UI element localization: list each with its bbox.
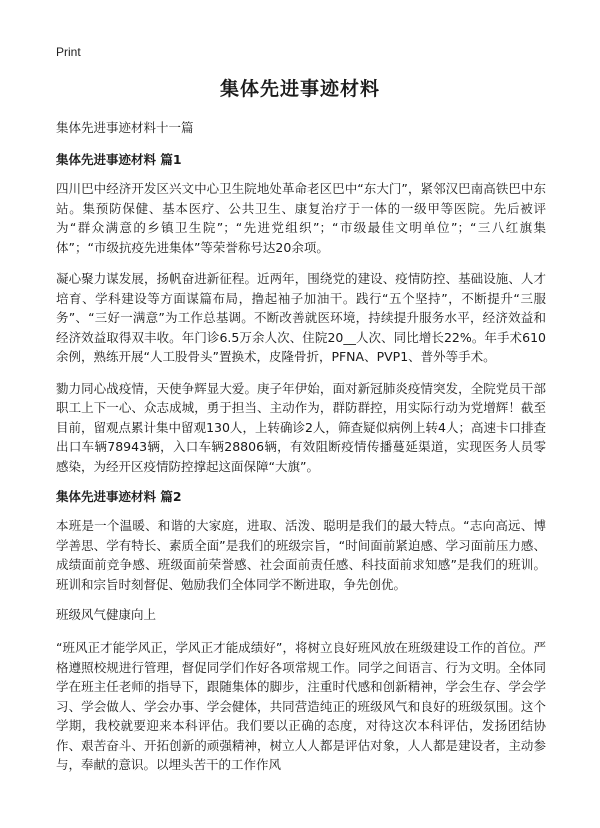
paragraph: 本班是一个温暖、和谐的大家庭，进取、活泼、聪明是我们的最大特点。“志向高远、博学善思、学有特长、素质全面”是我们的班级宗旨，“时间面前紧迫感、学习面前压力感、成绩面前竞争感、班级面前荣誉感、社会面前责任感、科技面前求知感”是我们的班训。班训和宗旨时刻督促、勉励我们全体同学不断进取，争先创优。	[56, 518, 546, 592]
subheading-line: 班级风气健康向上	[56, 607, 157, 622]
section-1	[56, 151, 546, 476]
section-2	[56, 488, 546, 775]
paragraph: 凝心聚力谋发展，扬帆奋进新征程。近两年，围绕党的建设、疫情防控、基础设施、人才培育、学科建设等方面谋篇布局，撸起袖子加油干。践行“五个坚持”，不断提升“三服务”、“三好一满意”为工作总基调。不断改善就医环境，持续提升服务水平，经济效益和经济效益取得双丰收。年门诊6.5万余人次、住院20__人次、同比增长22%。年手术610余例，熟练开展“人工股骨头”置换术，皮隆骨折，PFNA、PVP1、普外等手术。	[56, 271, 546, 364]
document-subtitle: 集体先进事迹材料十一篇	[56, 120, 194, 135]
paragraph: 勠力同心战疫情，天使争辉显大爱。庚子年伊始，面对新冠肺炎疫情突发，全院党员干部职工上下一心、众志成城，勇于担当、主动作为，群防群控，用实际行动为党增辉！截至目前，留观点累计集中留观130人，上转确诊2人，筛查疑似病例上转4人；高速卡口排查出口车辆78943辆，入口车辆28806辆，有效阻断疫情传播蔓延渠道，实现医务人员零感染，为经开区疫情防控撑起这面保障“大旗”。	[56, 380, 546, 474]
section-heading: 集体先进事迹材料 篇1	[56, 152, 182, 167]
document-title: 集体先进事迹材料	[219, 78, 380, 100]
section-heading: 集体先进事迹材料 篇2	[56, 489, 182, 504]
print-link[interactable]: Print	[56, 45, 81, 59]
paragraph: “班风正才能学风正，学风正才能成绩好”，将树立良好班风放在班级建设工作的首位。严格遵照校规进行管理，督促同学们作好各项常规工作。同学之间语言、行为文明。全体同学在班主任老师的指导下，跟随集体的脚步，注重时代感和创新精神，学会生存、学会学习、学会做人、学会办事、学会健体，共同营造纯正的班级风气和良好的班级氛围。这个学期，我校就要迎来本科评估。我们要以正确的态度，对待这次本科评估，发扬团结协作、艰苦奋斗、开拓创新的顽强精神，树立人人都是评估对象，人人都是建设者，主动参与，奉献的意识。以埋头苦干的工作作风	[56, 640, 546, 772]
document-body	[56, 119, 546, 787]
paragraph: 四川巴中经济开发区兴文中心卫生院地处革命老区巴中“东大门”，紧邻汉巴南高铁巴中东站。集预防保健、基本医疗、公共卫生、康复治疗于一体的一级甲等医院。先后被评为“群众满意的乡镇卫生院”；“先进党组织”；“市级最佳文明单位”；“三八红旗集体”；“市级抗疫先进集体”等荣誉称号达20余项。	[56, 181, 546, 255]
